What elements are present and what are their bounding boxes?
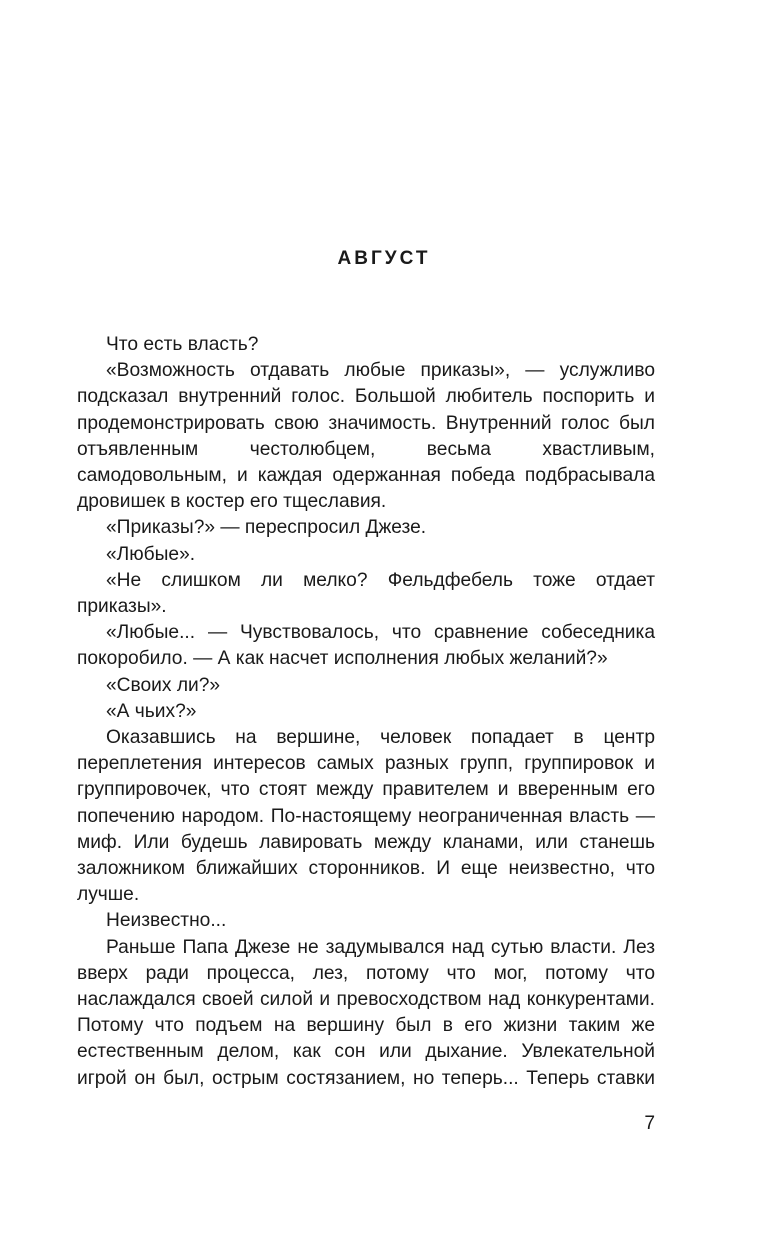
paragraph: «Любые».: [106, 543, 196, 565]
paragraph: «Любые... — Чувствовалось, что сравнение собеседника покоробило. — А как насчет исполнения любых желаний?»: [77, 622, 655, 670]
page-number: 7: [644, 1113, 655, 1134]
paragraph: Оказавшись на вершине, человек попадает в центр переплетения интересов самых разных групп, группировок и группировочек, что стоят между правителем и вверенным его попечению народом. По-настоящему неограниченная власть — миф. Или будешь лавировать между кланами, или станешь заложником ближайших сторонников. И еще неизвестно, что лучше.: [77, 727, 655, 906]
paragraph: «Своих ли?»: [106, 674, 221, 696]
paragraph: «Не слишком ли мелко? Фельдфебель тоже отдает приказы».: [77, 569, 655, 618]
paragraph: Раньше Папа Джезе не задумывался над сутью власти. Лез вверх ради процесса, лез, потому что мог, потому что наслаждался своей силой и превосходством над конкурентами. Потому что подъем на вершину был в его жизни таким же естественным делом, как сон или дыхание. Увлекательной игрой он был, острым состязанием, но теперь... Теперь ставки: [77, 936, 655, 1089]
chapter-title: АВГУСТ: [337, 248, 431, 269]
body-text: [77, 332, 655, 1092]
paragraph: Неизвестно...: [106, 910, 227, 932]
paragraph: «Приказы?» — переспросил Джезе.: [106, 517, 427, 539]
paragraph: Что есть власть?: [106, 334, 259, 355]
paragraph: «А чьих?»: [106, 700, 197, 722]
paragraph: «Возможность отдавать любые приказы», — услужливо подсказал внутренний голос. Большой любитель поспорить и продемонстрировать свою значимость. Внутренний голос был отъявленным честолюбцем, весьма хвастливым, самодовольным, и каждая одержанная победа подбрасывала дровишек в костер его тщеславия.: [77, 360, 655, 513]
